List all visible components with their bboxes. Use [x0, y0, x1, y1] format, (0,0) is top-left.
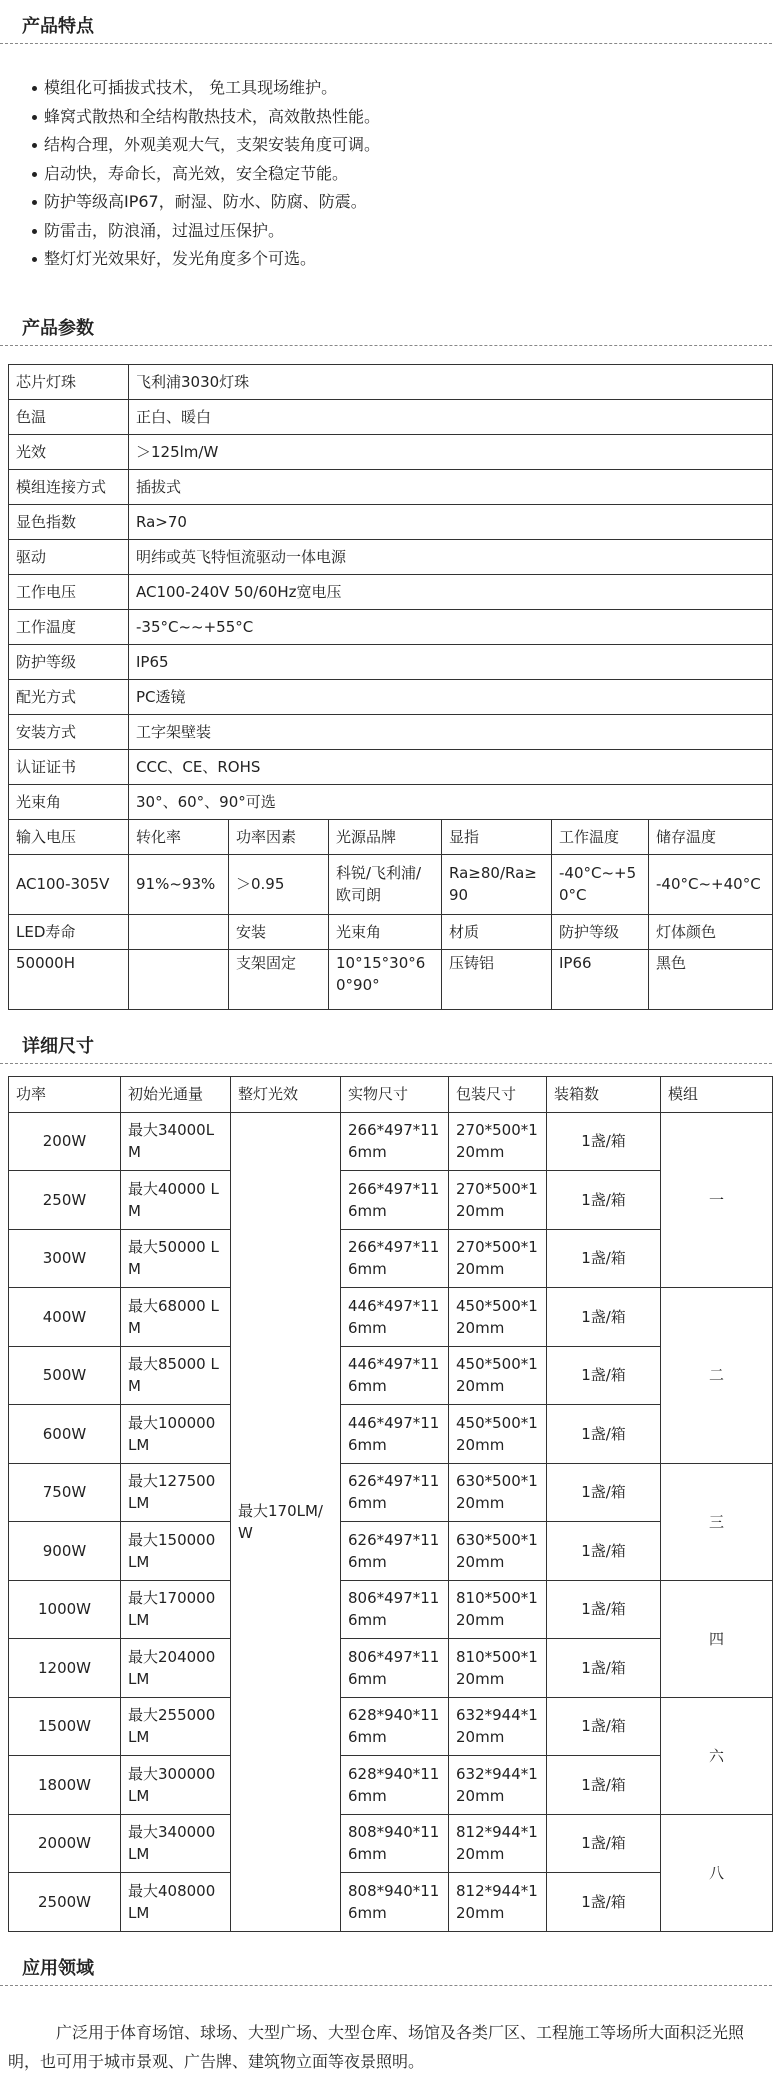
- param-value: 30°、60°、90°可选: [129, 784, 773, 819]
- param-key: 模组连接方式: [9, 469, 129, 504]
- grid-cell: 功率因素: [229, 819, 329, 854]
- module-cell: 四: [661, 1580, 773, 1697]
- power-cell: 400W: [9, 1288, 121, 1347]
- param-key: 防护等级: [9, 644, 129, 679]
- param-row: [9, 784, 773, 819]
- box-cell: 1盏/箱: [547, 1873, 661, 1932]
- feature-item: 模组化可插拔式技术， 免工具现场维护。: [44, 74, 776, 103]
- param-key: 工作温度: [9, 609, 129, 644]
- box-cell: 1盏/箱: [547, 1112, 661, 1171]
- dims-row: [9, 1346, 773, 1405]
- dims-row: [9, 1814, 773, 1873]
- dims-header: 装箱数: [547, 1076, 661, 1112]
- size-cell: 266*497*116mm: [341, 1171, 449, 1230]
- flux-cell: 最大408000 LM: [121, 1873, 231, 1932]
- flux-cell: 最大300000 LM: [121, 1756, 231, 1815]
- flux-cell: 最大204000 LM: [121, 1639, 231, 1698]
- power-cell: 500W: [9, 1346, 121, 1405]
- dims-table: [8, 1076, 773, 1932]
- param-row: [9, 714, 773, 749]
- dims-header: 包装尺寸: [449, 1076, 547, 1112]
- dims-row: [9, 1873, 773, 1932]
- grid-cell: 光源品牌: [329, 819, 442, 854]
- param-row: [9, 504, 773, 539]
- module-cell: 三: [661, 1463, 773, 1580]
- features-list: [0, 74, 776, 274]
- param-key: 光束角: [9, 784, 129, 819]
- grid-cell: LED寿命: [9, 914, 129, 949]
- param-row: [9, 434, 773, 469]
- pack-cell: 630*500*120mm: [449, 1463, 547, 1522]
- param-key: 认证证书: [9, 749, 129, 784]
- dims-row: [9, 1171, 773, 1230]
- param-grid-header-row: [9, 914, 773, 949]
- grid-cell: 输入电压: [9, 819, 129, 854]
- dims-header: 初始光通量: [121, 1076, 231, 1112]
- dims-row: [9, 1229, 773, 1288]
- param-value: ＞125lm/W: [129, 434, 773, 469]
- module-cell: 八: [661, 1814, 773, 1931]
- param-value: IP65: [129, 644, 773, 679]
- box-cell: 1盏/箱: [547, 1171, 661, 1230]
- flux-cell: 最大340000 LM: [121, 1814, 231, 1873]
- param-value: 正白、暖白: [129, 399, 773, 434]
- grid-cell: IP66: [552, 949, 649, 1009]
- pack-cell: 632*944*120mm: [449, 1697, 547, 1756]
- feature-item: 防雷击，防浪涌，过温过压保护。: [44, 217, 776, 246]
- pack-cell: 450*500*120mm: [449, 1346, 547, 1405]
- features-heading: 产品特点: [0, 10, 772, 44]
- pack-cell: 450*500*120mm: [449, 1288, 547, 1347]
- param-row: [9, 574, 773, 609]
- param-row: [9, 364, 773, 399]
- box-cell: 1盏/箱: [547, 1229, 661, 1288]
- param-value: 飞利浦3030灯珠: [129, 364, 773, 399]
- param-row: [9, 644, 773, 679]
- param-value: AC100-240V 50/60Hz宽电压: [129, 574, 773, 609]
- param-value: CCC、CE、ROHS: [129, 749, 773, 784]
- grid-cell: ＞0.95: [229, 854, 329, 914]
- size-cell: 626*497*116mm: [341, 1522, 449, 1581]
- flux-cell: 最大255000 LM: [121, 1697, 231, 1756]
- param-key: 工作电压: [9, 574, 129, 609]
- flux-cell: 最大68000 LM: [121, 1288, 231, 1347]
- grid-cell: 储存温度: [649, 819, 773, 854]
- feature-item: 蜂窝式散热和全结构散热技术，高效散热性能。: [44, 103, 776, 132]
- size-cell: 446*497*116mm: [341, 1288, 449, 1347]
- grid-cell: 10°15°30°60°90°: [329, 949, 442, 1009]
- power-cell: 600W: [9, 1405, 121, 1464]
- power-cell: 1800W: [9, 1756, 121, 1815]
- power-cell: 900W: [9, 1522, 121, 1581]
- param-value: 明纬或英飞特恒流驱动一体电源: [129, 539, 773, 574]
- size-cell: 628*940*116mm: [341, 1697, 449, 1756]
- power-cell: 1000W: [9, 1580, 121, 1639]
- dims-row: [9, 1522, 773, 1581]
- size-cell: 266*497*116mm: [341, 1112, 449, 1171]
- box-cell: 1盏/箱: [547, 1814, 661, 1873]
- size-cell: 808*940*116mm: [341, 1873, 449, 1932]
- box-cell: 1盏/箱: [547, 1756, 661, 1815]
- params-heading: 产品参数: [0, 312, 772, 346]
- power-cell: 1200W: [9, 1639, 121, 1698]
- param-value: Ra>70: [129, 504, 773, 539]
- box-cell: 1盏/箱: [547, 1639, 661, 1698]
- dims-row: [9, 1756, 773, 1815]
- size-cell: 808*940*116mm: [341, 1814, 449, 1873]
- dims-heading: 详细尺寸: [0, 1030, 772, 1064]
- flux-cell: 最大150000 LM: [121, 1522, 231, 1581]
- grid-cell: 转化率: [129, 819, 229, 854]
- pack-cell: 630*500*120mm: [449, 1522, 547, 1581]
- box-cell: 1盏/箱: [547, 1346, 661, 1405]
- param-row: [9, 539, 773, 574]
- size-cell: 446*497*116mm: [341, 1346, 449, 1405]
- dims-row: [9, 1639, 773, 1698]
- dims-row: [9, 1463, 773, 1522]
- box-cell: 1盏/箱: [547, 1580, 661, 1639]
- grid-cell: 光束角: [329, 914, 442, 949]
- pack-cell: 810*500*120mm: [449, 1639, 547, 1698]
- product-page: [0, 10, 776, 2076]
- power-cell: 250W: [9, 1171, 121, 1230]
- dims-header-row: [9, 1076, 773, 1112]
- param-value: 工字架壁装: [129, 714, 773, 749]
- param-key: 芯片灯珠: [9, 364, 129, 399]
- grid-cell: [129, 914, 229, 949]
- box-cell: 1盏/箱: [547, 1405, 661, 1464]
- dims-row: [9, 1112, 773, 1171]
- flux-cell: 最大50000 LM: [121, 1229, 231, 1288]
- efficacy-cell: 最大170LM/W: [231, 1112, 341, 1931]
- module-cell: 二: [661, 1288, 773, 1464]
- flux-cell: 最大170000 LM: [121, 1580, 231, 1639]
- size-cell: 266*497*116mm: [341, 1229, 449, 1288]
- grid-cell: AC100-305V: [9, 854, 129, 914]
- dims-header: 整灯光效: [231, 1076, 341, 1112]
- size-cell: 806*497*116mm: [341, 1580, 449, 1639]
- box-cell: 1盏/箱: [547, 1697, 661, 1756]
- grid-cell: 50000H: [9, 949, 129, 1009]
- grid-cell: 材质: [442, 914, 552, 949]
- grid-cell: 黑色: [649, 949, 773, 1009]
- pack-cell: 270*500*120mm: [449, 1171, 547, 1230]
- param-value: 插拔式: [129, 469, 773, 504]
- grid-cell: 支架固定: [229, 949, 329, 1009]
- box-cell: 1盏/箱: [547, 1463, 661, 1522]
- param-key: 驱动: [9, 539, 129, 574]
- dims-row: [9, 1697, 773, 1756]
- grid-cell: 压铸铝: [442, 949, 552, 1009]
- dims-header: 实物尺寸: [341, 1076, 449, 1112]
- power-cell: 2000W: [9, 1814, 121, 1873]
- flux-cell: 最大127500 LM: [121, 1463, 231, 1522]
- dims-row: [9, 1405, 773, 1464]
- flux-cell: 最大34000LM: [121, 1112, 231, 1171]
- grid-cell: 灯体颜色: [649, 914, 773, 949]
- power-cell: 1500W: [9, 1697, 121, 1756]
- dims-row: [9, 1288, 773, 1347]
- module-cell: 一: [661, 1112, 773, 1288]
- flux-cell: 最大85000 LM: [121, 1346, 231, 1405]
- param-value: -35°C~~+55°C: [129, 609, 773, 644]
- dims-header: 模组: [661, 1076, 773, 1112]
- app-description: 广泛用于体育场馆、球场、大型广场、大型仓库、场馆及各类厂区、工程施工等场所大面积泛光照明，也可用于城市景观、广告牌、建筑物立面等夜景照明。: [8, 2022, 745, 2071]
- grid-cell: [129, 949, 229, 1009]
- power-cell: 750W: [9, 1463, 121, 1522]
- box-cell: 1盏/箱: [547, 1522, 661, 1581]
- param-row: [9, 609, 773, 644]
- param-key: 安装方式: [9, 714, 129, 749]
- dims-row: [9, 1580, 773, 1639]
- size-cell: 806*497*116mm: [341, 1639, 449, 1698]
- power-cell: 200W: [9, 1112, 121, 1171]
- param-row: [9, 749, 773, 784]
- flux-cell: 最大40000 LM: [121, 1171, 231, 1230]
- param-row: [9, 469, 773, 504]
- param-grid-row: [9, 949, 773, 1009]
- dims-header: 功率: [9, 1076, 121, 1112]
- pack-cell: 270*500*120mm: [449, 1112, 547, 1171]
- param-value: PC透镜: [129, 679, 773, 714]
- params-table: [8, 364, 773, 1010]
- feature-item: 整灯灯光效果好，发光角度多个可选。: [44, 245, 776, 274]
- app-heading: 应用领域: [0, 1952, 772, 1986]
- feature-item: 防护等级高IP67，耐湿、防水、防腐、防震。: [44, 188, 776, 217]
- size-cell: 628*940*116mm: [341, 1756, 449, 1815]
- grid-cell: 科锐/飞利浦/欧司朗: [329, 854, 442, 914]
- grid-cell: 91%~93%: [129, 854, 229, 914]
- param-key: 显色指数: [9, 504, 129, 539]
- pack-cell: 812*944*120mm: [449, 1814, 547, 1873]
- grid-cell: Ra≥80/Ra≥90: [442, 854, 552, 914]
- box-cell: 1盏/箱: [547, 1288, 661, 1347]
- grid-cell: -40°C~+40°C: [649, 854, 773, 914]
- param-key: 色温: [9, 399, 129, 434]
- power-cell: 300W: [9, 1229, 121, 1288]
- grid-cell: 工作温度: [552, 819, 649, 854]
- size-cell: 626*497*116mm: [341, 1463, 449, 1522]
- pack-cell: 450*500*120mm: [449, 1405, 547, 1464]
- pack-cell: 632*944*120mm: [449, 1756, 547, 1815]
- pack-cell: 812*944*120mm: [449, 1873, 547, 1932]
- grid-cell: 显指: [442, 819, 552, 854]
- size-cell: 446*497*116mm: [341, 1405, 449, 1464]
- grid-cell: -40°C~+50°C: [552, 854, 649, 914]
- param-key: 配光方式: [9, 679, 129, 714]
- grid-cell: 安装: [229, 914, 329, 949]
- grid-cell: 防护等级: [552, 914, 649, 949]
- param-grid-row: [9, 854, 773, 914]
- feature-item: 结构合理，外观美观大气，支架安装角度可调。: [44, 131, 776, 160]
- param-row: [9, 679, 773, 714]
- param-row: [9, 399, 773, 434]
- param-key: 光效: [9, 434, 129, 469]
- flux-cell: 最大100000LM: [121, 1405, 231, 1464]
- pack-cell: 810*500*120mm: [449, 1580, 547, 1639]
- pack-cell: 270*500*120mm: [449, 1229, 547, 1288]
- param-grid-header-row: [9, 819, 773, 854]
- module-cell: 六: [661, 1697, 773, 1814]
- feature-item: 启动快，寿命长，高光效，安全稳定节能。: [44, 160, 776, 189]
- power-cell: 2500W: [9, 1873, 121, 1932]
